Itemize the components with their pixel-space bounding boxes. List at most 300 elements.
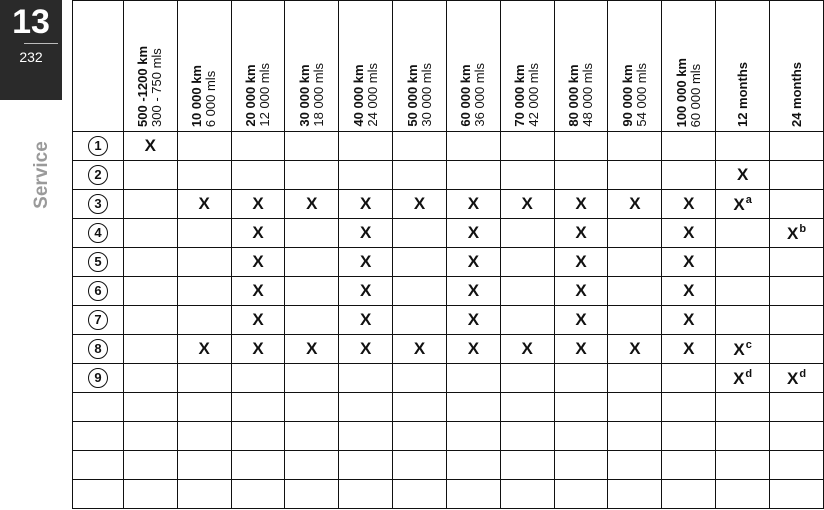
schedule-cell <box>608 161 662 190</box>
table-row <box>73 451 824 480</box>
schedule-cell <box>231 364 285 393</box>
schedule-cell <box>285 306 339 335</box>
schedule-cell <box>662 393 716 422</box>
schedule-cell <box>500 219 554 248</box>
interval-header <box>554 1 608 132</box>
schedule-cell <box>393 161 447 190</box>
schedule-cell <box>554 161 608 190</box>
schedule-cell <box>500 161 554 190</box>
schedule-cell <box>608 277 662 306</box>
service-mark: $X^a$ <box>733 193 752 214</box>
schedule-cell <box>554 480 608 509</box>
schedule-cell <box>123 451 177 480</box>
schedule-cell <box>716 364 770 393</box>
interval-primary: 80 000 km <box>566 64 582 127</box>
schedule-cell <box>500 335 554 364</box>
service-schedule-table <box>72 0 824 509</box>
interval-secondary: 12 000 mls <box>257 63 272 127</box>
schedule-cell <box>285 393 339 422</box>
service-mark: X <box>360 310 372 329</box>
schedule-cell <box>393 190 447 219</box>
schedule-cell <box>231 393 285 422</box>
service-mark: X <box>360 339 372 358</box>
schedule-cell <box>554 335 608 364</box>
schedule-cell <box>716 277 770 306</box>
schedule-cell <box>339 480 393 509</box>
interval-primary: 40 000 km <box>350 64 366 127</box>
schedule-cell <box>231 248 285 277</box>
schedule-cell <box>500 364 554 393</box>
interval-header-text <box>352 63 380 127</box>
service-mark: X <box>306 194 318 213</box>
interval-header <box>662 1 716 132</box>
table-row <box>73 306 824 335</box>
interval-header-text <box>406 63 434 127</box>
schedule-cell <box>231 190 285 219</box>
footnote-letter: a <box>745 193 752 206</box>
interval-secondary: 54 000 mls <box>633 63 649 127</box>
schedule-cell <box>285 219 339 248</box>
schedule-cell <box>662 132 716 161</box>
footnote-letter: d <box>745 367 753 380</box>
schedule-cell <box>662 277 716 306</box>
schedule-cell <box>554 451 608 480</box>
schedule-cell <box>500 422 554 451</box>
schedule-cell <box>770 219 824 248</box>
schedule-cell <box>662 219 716 248</box>
service-mark: X <box>467 339 480 358</box>
schedule-cell <box>446 248 500 277</box>
schedule-cell <box>662 161 716 190</box>
table-row <box>73 393 824 422</box>
schedule-cell <box>716 306 770 335</box>
schedule-cell <box>177 219 231 248</box>
service-mark: X <box>467 281 480 300</box>
schedule-cell <box>285 335 339 364</box>
schedule-cell <box>716 219 770 248</box>
schedule-cell <box>339 219 393 248</box>
service-mark: X <box>467 223 480 242</box>
schedule-cell <box>231 422 285 451</box>
row-number-circle: 2 <box>88 165 108 185</box>
schedule-cell <box>554 190 608 219</box>
schedule-cell <box>177 451 231 480</box>
schedule-cell <box>608 190 662 219</box>
interval-header-text <box>567 63 595 127</box>
schedule-cell <box>285 132 339 161</box>
footnote-letter: b <box>799 222 807 235</box>
service-mark: X <box>467 310 480 329</box>
service-mark: X <box>575 281 587 300</box>
schedule-cell <box>177 306 231 335</box>
row-label-cell <box>73 480 124 509</box>
schedule-cell <box>554 277 608 306</box>
schedule-cell <box>177 480 231 509</box>
row-label-cell <box>73 306 124 335</box>
row-number-circle: 4 <box>88 223 108 243</box>
schedule-cell <box>177 277 231 306</box>
schedule-cell <box>123 335 177 364</box>
section-label: Service <box>31 141 52 209</box>
chapter-tab <box>0 0 62 100</box>
table-row <box>73 277 824 306</box>
table-row <box>73 161 824 190</box>
schedule-cell <box>608 335 662 364</box>
schedule-cell <box>770 364 824 393</box>
row-label-cell <box>73 248 124 277</box>
schedule-cell <box>446 277 500 306</box>
schedule-cell <box>339 393 393 422</box>
schedule-cell <box>608 248 662 277</box>
service-mark: X <box>198 194 210 213</box>
interval-header-text <box>136 46 164 127</box>
service-mark: X <box>521 194 533 213</box>
service-mark: X <box>629 194 641 213</box>
interval-header <box>608 1 662 132</box>
schedule-cell <box>500 393 554 422</box>
schedule-cell <box>393 306 447 335</box>
schedule-cell <box>608 364 662 393</box>
table-row <box>73 132 824 161</box>
interval-primary: 24 months <box>788 61 804 127</box>
schedule-cell <box>446 451 500 480</box>
schedule-cell <box>231 335 285 364</box>
schedule-cell <box>123 393 177 422</box>
schedule-cell <box>231 219 285 248</box>
service-mark: X <box>252 281 264 300</box>
row-number-circle: 8 <box>88 339 108 359</box>
service-mark: X <box>629 339 641 358</box>
row-label-cell <box>73 364 124 393</box>
schedule-cell <box>177 364 231 393</box>
schedule-cell <box>393 277 447 306</box>
schedule-cell <box>716 480 770 509</box>
table-row <box>73 480 824 509</box>
service-mark: X <box>575 339 587 358</box>
service-mark: X <box>521 339 533 358</box>
schedule-cell <box>339 335 393 364</box>
schedule-cell <box>662 451 716 480</box>
schedule-cell <box>446 422 500 451</box>
schedule-cell <box>500 451 554 480</box>
schedule-cell <box>285 480 339 509</box>
schedule-cell <box>123 306 177 335</box>
schedule-cell <box>231 277 285 306</box>
schedule-cell <box>716 190 770 219</box>
service-mark: $X^b$ <box>786 222 807 243</box>
row-number-circle: 9 <box>88 368 108 388</box>
schedule-cell <box>231 480 285 509</box>
schedule-cell <box>716 132 770 161</box>
schedule-cell <box>177 248 231 277</box>
table-row <box>73 219 824 248</box>
service-mark: X <box>413 339 426 358</box>
schedule-cell <box>446 480 500 509</box>
service-mark: X <box>736 165 749 184</box>
schedule-cell <box>339 161 393 190</box>
chapter-number: 13 <box>12 3 50 41</box>
schedule-cell <box>770 248 824 277</box>
interval-header-text <box>190 65 218 127</box>
interval-secondary: 300 - 750 mls <box>149 48 165 127</box>
schedule-cell <box>285 364 339 393</box>
schedule-cell <box>662 190 716 219</box>
interval-header-text <box>736 62 750 127</box>
schedule-cell <box>716 248 770 277</box>
schedule-cell <box>393 248 447 277</box>
service-mark: $X^c$ <box>733 338 752 359</box>
interval-header-text <box>790 62 804 127</box>
page-number: 232 <box>19 49 43 65</box>
schedule-cell <box>393 335 447 364</box>
interval-primary: 500 -1200 km <box>135 46 151 127</box>
schedule-cell <box>285 161 339 190</box>
schedule-cell <box>500 306 554 335</box>
schedule-cell <box>393 422 447 451</box>
schedule-cell <box>608 393 662 422</box>
interval-secondary: 60 000 mls <box>687 63 703 127</box>
footnote-letter: d <box>799 367 807 380</box>
schedule-cell <box>770 277 824 306</box>
row-number-circle: 1 <box>88 136 108 156</box>
schedule-cell <box>339 364 393 393</box>
schedule-cell <box>554 393 608 422</box>
schedule-cell <box>285 248 339 277</box>
row-label-cell <box>73 393 124 422</box>
schedule-cell <box>608 422 662 451</box>
interval-header-text <box>244 63 272 127</box>
service-mark: X <box>575 252 587 271</box>
row-label-cell <box>73 277 124 306</box>
schedule-cell <box>446 219 500 248</box>
schedule-cell <box>231 306 285 335</box>
schedule-cell <box>393 480 447 509</box>
schedule-cell <box>554 219 608 248</box>
schedule-cell <box>608 480 662 509</box>
schedule-cell <box>716 422 770 451</box>
schedule-cell <box>716 451 770 480</box>
interval-header <box>770 1 824 132</box>
schedule-cell <box>339 248 393 277</box>
service-mark: X <box>413 194 426 213</box>
schedule-cell <box>393 219 447 248</box>
service-mark: X <box>575 310 587 329</box>
schedule-cell <box>339 277 393 306</box>
schedule-cell <box>554 306 608 335</box>
interval-secondary: 6 000 mls <box>203 70 219 127</box>
schedule-cell <box>716 393 770 422</box>
schedule-cell <box>123 161 177 190</box>
schedule-cell <box>285 451 339 480</box>
schedule-cell <box>662 480 716 509</box>
schedule-cell <box>285 190 339 219</box>
table-row <box>73 248 824 277</box>
service-mark: X <box>198 339 210 358</box>
service-mark: X <box>683 281 695 300</box>
schedule-cell <box>177 161 231 190</box>
schedule-cell <box>770 306 824 335</box>
interval-header-text <box>675 58 703 127</box>
table-row <box>73 335 824 364</box>
interval-header-text <box>621 63 649 127</box>
table-row <box>73 422 824 451</box>
interval-primary: 50 000 km <box>404 64 420 127</box>
schedule-cell <box>662 364 716 393</box>
schedule-cell <box>608 219 662 248</box>
schedule-cell <box>393 132 447 161</box>
interval-primary: 60 000 km <box>458 64 474 127</box>
interval-header-text <box>459 63 487 127</box>
schedule-cell <box>446 132 500 161</box>
chapter-divider <box>24 43 58 44</box>
service-mark: X <box>306 339 318 358</box>
schedule-cell <box>716 161 770 190</box>
service-mark: X <box>144 136 156 155</box>
interval-header <box>123 1 177 132</box>
schedule-cell <box>123 480 177 509</box>
schedule-cell <box>554 422 608 451</box>
schedule-cell <box>123 364 177 393</box>
schedule-cell <box>662 335 716 364</box>
schedule-cell <box>285 422 339 451</box>
schedule-cell <box>446 161 500 190</box>
schedule-cell <box>339 451 393 480</box>
service-mark: X <box>683 339 695 358</box>
schedule-cell <box>393 393 447 422</box>
schedule-cell <box>554 248 608 277</box>
schedule-cell <box>608 306 662 335</box>
schedule-cell <box>716 335 770 364</box>
service-mark: X <box>360 223 372 242</box>
schedule-cell <box>500 277 554 306</box>
row-label-cell <box>73 219 124 248</box>
service-mark: $X^d$ <box>733 367 753 388</box>
schedule-cell <box>662 306 716 335</box>
schedule-cell <box>770 451 824 480</box>
service-mark: X <box>683 310 695 329</box>
schedule-cell <box>285 277 339 306</box>
schedule-cell <box>770 480 824 509</box>
schedule-cell <box>339 190 393 219</box>
interval-secondary: 18 000 mls <box>310 63 326 127</box>
service-mark: X <box>467 194 480 213</box>
interval-header <box>339 1 393 132</box>
schedule-cell <box>446 393 500 422</box>
schedule-cell <box>446 190 500 219</box>
interval-header <box>285 1 339 132</box>
table-row <box>73 364 824 393</box>
schedule-cell <box>177 422 231 451</box>
row-label-cell <box>73 190 124 219</box>
row-label-cell <box>73 161 124 190</box>
interval-header <box>500 1 554 132</box>
service-mark: X <box>252 223 264 242</box>
schedule-cell <box>608 132 662 161</box>
schedule-cell <box>770 393 824 422</box>
header-row <box>73 1 824 132</box>
row-label-cell <box>73 132 124 161</box>
schedule-cell <box>770 161 824 190</box>
schedule-cell <box>662 248 716 277</box>
interval-secondary: 36 000 mls <box>472 63 488 127</box>
schedule-cell <box>123 132 177 161</box>
schedule-cell <box>123 277 177 306</box>
interval-primary: 90 000 km <box>619 64 635 127</box>
interval-header <box>177 1 231 132</box>
schedule-cell <box>608 451 662 480</box>
schedule-cell <box>554 364 608 393</box>
schedule-cell <box>554 132 608 161</box>
schedule-cell <box>339 422 393 451</box>
interval-secondary: 42 000 mls <box>526 63 542 127</box>
service-mark: X <box>252 194 264 213</box>
service-mark: X <box>360 281 372 300</box>
schedule-cell <box>123 219 177 248</box>
schedule-cell <box>500 248 554 277</box>
service-mark: X <box>683 223 695 242</box>
schedule-cell <box>231 451 285 480</box>
interval-primary: 12 months <box>734 61 750 127</box>
service-mark: X <box>252 339 264 358</box>
interval-primary: 20 000 km <box>243 64 258 127</box>
schedule-cell <box>770 335 824 364</box>
footnote-letter: c <box>745 338 752 351</box>
interval-primary: 100 000 km <box>673 57 689 127</box>
schedule-cell <box>770 190 824 219</box>
schedule-cell <box>123 190 177 219</box>
schedule-cell <box>177 132 231 161</box>
service-mark: X <box>252 252 264 271</box>
service-mark: X <box>575 194 587 213</box>
schedule-cell <box>393 364 447 393</box>
interval-secondary: 48 000 mls <box>580 63 596 127</box>
interval-primary: 30 000 km <box>296 64 312 127</box>
schedule-cell <box>123 248 177 277</box>
service-mark: $X^d$ <box>786 367 807 388</box>
schedule-cell <box>177 335 231 364</box>
row-number-circle: 7 <box>88 310 108 330</box>
row-number-circle: 5 <box>88 252 108 272</box>
schedule-cell <box>393 451 447 480</box>
schedule-cell <box>446 306 500 335</box>
interval-header <box>231 1 285 132</box>
service-mark: X <box>467 252 480 271</box>
schedule-cell <box>339 306 393 335</box>
schedule-cell <box>446 335 500 364</box>
schedule-cell <box>500 132 554 161</box>
interval-secondary: 30 000 mls <box>418 63 434 127</box>
schedule-cell <box>770 422 824 451</box>
service-mark: X <box>683 194 695 213</box>
schedule-cell <box>446 364 500 393</box>
interval-primary: 70 000 km <box>512 64 528 127</box>
row-number-circle: 6 <box>88 281 108 301</box>
row-number-circle: 3 <box>88 194 108 214</box>
service-mark: X <box>360 252 372 271</box>
schedule-cell <box>500 480 554 509</box>
schedule-cell <box>662 422 716 451</box>
interval-header-text <box>513 63 541 127</box>
schedule-cell <box>231 132 285 161</box>
service-mark: X <box>252 310 264 329</box>
service-mark: X <box>683 252 695 271</box>
schedule-cell <box>177 393 231 422</box>
schedule-cell <box>231 161 285 190</box>
interval-header-text <box>298 63 326 127</box>
row-label-cell <box>73 422 124 451</box>
interval-header <box>446 1 500 132</box>
interval-secondary: 24 000 mls <box>364 63 380 127</box>
